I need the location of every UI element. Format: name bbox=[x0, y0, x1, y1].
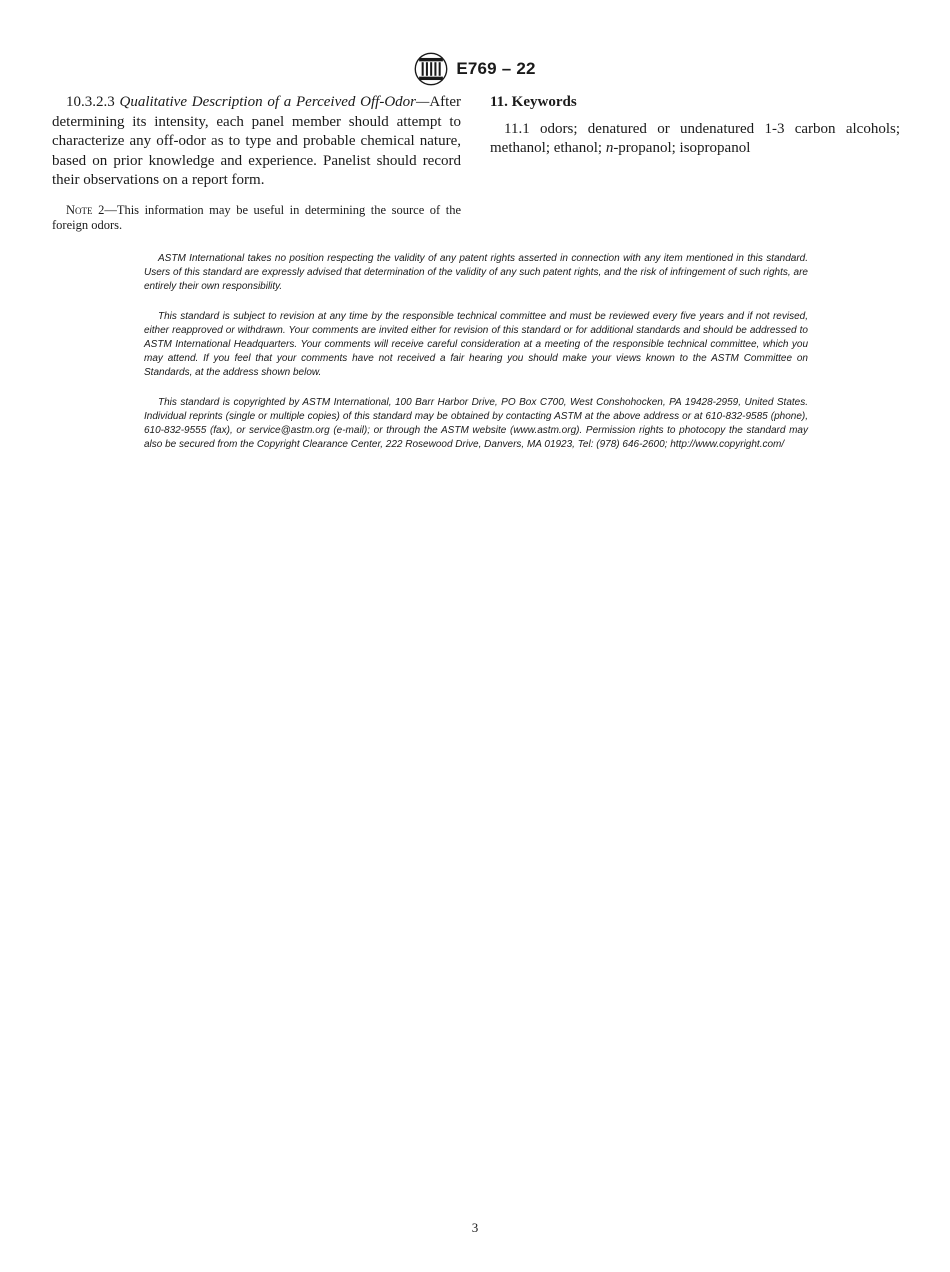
left-column bbox=[52, 93, 461, 233]
para-text: After determining its intensity, each panel member should attempt to characterize any off-odor as to type and probable chemical nature, based on prior knowledge and experience. Panelist should record their observations on a report form. bbox=[52, 94, 461, 188]
legal-notices bbox=[144, 252, 808, 468]
keywords-text: odors; denatured or undenatured 1-3 carbon alcohols; methanol; ethanol; bbox=[490, 120, 900, 156]
revision-notice: This standard is subject to revision at any time by the responsible technical committee and must be reviewed every five years and if not revised, either reapproved or withdrawn. Your comments are invited either for revision of this standard or for additional standards and should be addressed to ASTM International Headquarters. Your comments will receive careful consideration at a meeting of the responsible technical committee, which you may attend. If you feel that your comments have not received a fair hearing you should make your views known to the ASTM Committee on Standards, at the address shown below. bbox=[144, 311, 808, 378]
note-2 bbox=[52, 203, 461, 233]
section-10-3-2-3 bbox=[52, 93, 461, 191]
para-number: 10.3.2.3 bbox=[66, 94, 115, 110]
keywords-number: 11.1 bbox=[504, 120, 530, 137]
keywords-paragraph bbox=[490, 120, 900, 159]
page-number: 3 bbox=[471, 1220, 479, 1235]
para-title: Qualitative Description of a Perceived Off-Odor— bbox=[119, 94, 430, 110]
keywords-heading: 11. Keywords bbox=[490, 94, 577, 110]
copyright-notice: This standard is copyrighted by ASTM International, 100 Barr Harbor Drive, PO Box C700, West Conshohocken, PA 19428-2959, United States. Individual reprints (single or multiple copies) of this standard may be obtained by contacting ASTM at the above address or at 610-832-9585 (phone), 610-832-9555 (fax), or service@astm.org (e-mail); or through the ASTM website (www.astm.org). Permission rights to photocopy the standard may also be secured from the Copyright Clearance Center, 222 Rosewood Drive, Danvers, MA 01923, Tel: (978) 646-2600; http://www.copyright.com/ bbox=[144, 397, 808, 450]
page-header bbox=[0, 52, 950, 86]
note-label: Note bbox=[66, 202, 93, 217]
astm-logo-icon bbox=[414, 52, 448, 86]
note-text: 2—This information may be useful in determining the source of the foreign odors. bbox=[52, 202, 461, 232]
keywords-italic: n bbox=[605, 140, 614, 156]
patent-notice: ASTM International takes no position respecting the validity of any patent rights asserted in connection with any item mentioned in this standard. Users of this standard are expressly advised that determination of the validity of any such patent rights, and the risk of infringement of such rights, are entirely their own responsibility. bbox=[144, 253, 808, 292]
right-column bbox=[490, 93, 900, 159]
keywords-text-end: -propanol; isopropanol bbox=[613, 140, 751, 156]
standard-designation: E769 – 22 bbox=[456, 59, 536, 78]
